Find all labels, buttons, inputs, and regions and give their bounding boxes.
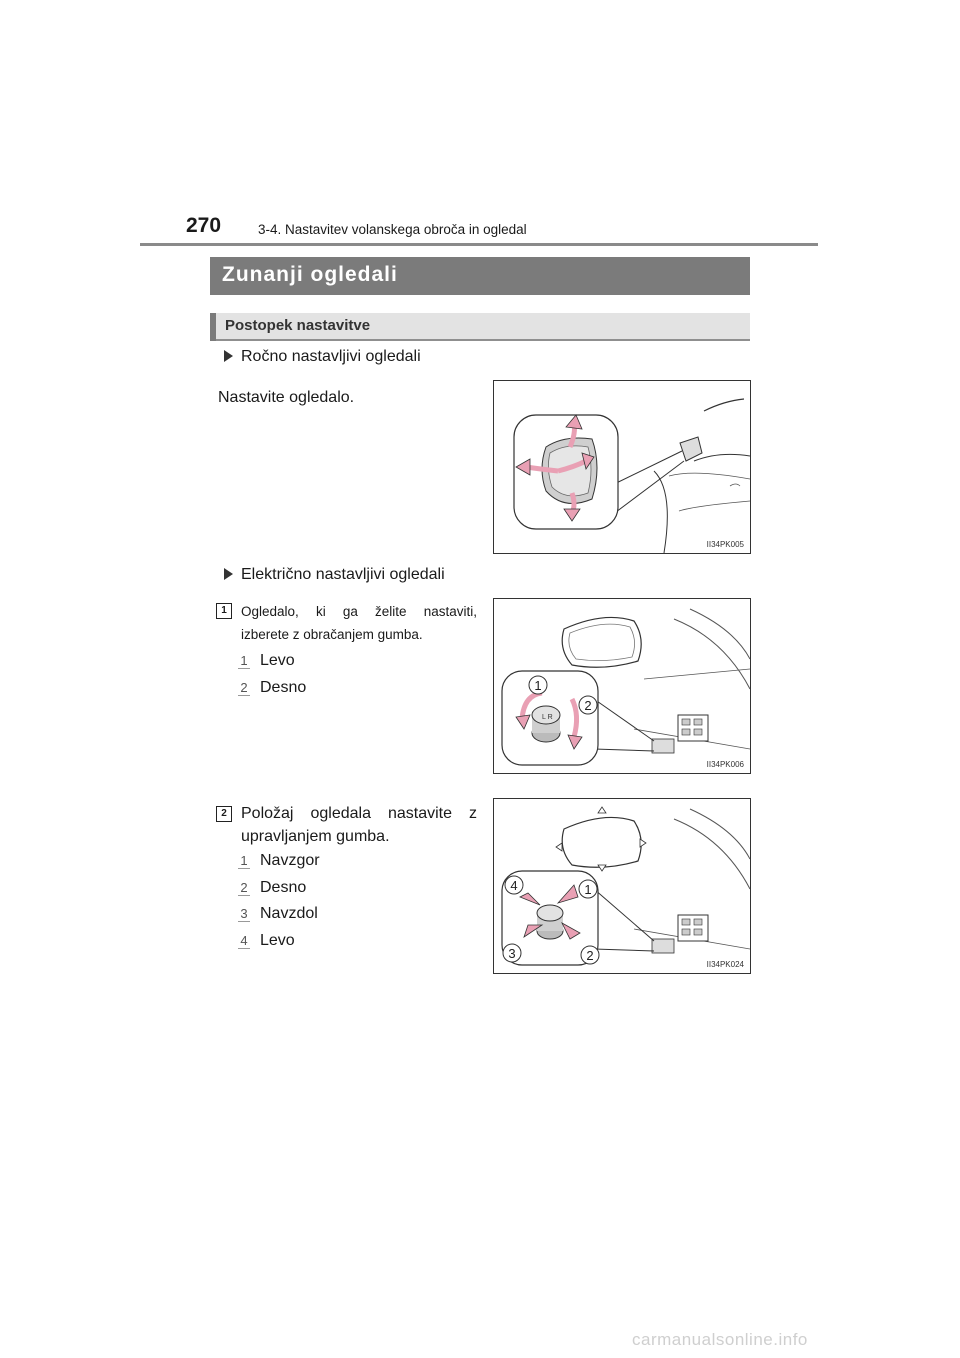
step-number-badge: 2 [216,806,232,822]
item-number: 1 [238,854,250,869]
subsection-title: Postopek nastavitve [225,317,371,334]
item-label: Navzdol [260,905,318,922]
manual-mirror-illustration [494,381,750,553]
figure-code: II34PK024 [706,960,744,969]
electric-heading-text: Električno nastavljivi ogledali [241,566,445,583]
electric-heading [224,566,445,584]
item-number: 2 [238,681,250,696]
item-label: Levo [260,652,295,669]
item-number: 4 [238,934,250,949]
section-title: Zunanji ogledali [222,263,398,286]
item-label: Levo [260,932,295,949]
step2-line1: Položaj ogledala nastavite z [241,805,477,822]
item-number: 2 [238,881,250,896]
section-title-bar [210,257,750,295]
subsection-accent [210,313,216,341]
mirror-position-illustration [494,799,750,973]
triangle-bullet-icon [224,350,233,362]
figure-mirror-position [493,798,751,974]
callout-2: 2 [584,698,592,713]
item-label: Navzgor [260,852,320,869]
triangle-bullet-icon [224,568,233,580]
manual-instruction: Nastavite ogledalo. [218,389,355,406]
step1-line2: izberete z obračanjem gumba. [241,627,423,642]
callout-1: 1 [534,678,542,693]
mirror-select-illustration [494,599,750,773]
page-number: 270 [186,214,222,237]
step2-line2: upravljanjem gumba. [241,828,390,845]
manual-heading [224,348,421,366]
item-label: Desno [260,879,307,896]
figure-mirror-select [493,598,751,774]
step-number-badge: 1 [216,603,232,619]
svg-text:L R: L R [542,714,553,721]
chapter-title: 3-4. Nastavitev volanskega obroča in ogledal [258,222,527,237]
figure-code: II34PK006 [706,760,744,769]
subsection-bar [210,313,750,341]
callout-2: 2 [586,948,594,963]
manual-heading-text: Ročno nastavljivi ogledali [241,348,421,365]
item-number: 3 [238,907,250,922]
callout-4: 4 [510,878,518,893]
figure-manual-mirror [493,380,751,554]
callout-3: 3 [508,946,516,961]
figure-code: II34PK005 [706,540,744,549]
header-divider [140,243,818,246]
watermark: carmanualsonline.info [632,1330,808,1349]
callout-1: 1 [584,882,592,897]
item-number: 1 [238,654,250,669]
item-label: Desno [260,679,307,696]
step1-line1: Ogledalo, ki ga želite nastaviti, [241,604,477,619]
